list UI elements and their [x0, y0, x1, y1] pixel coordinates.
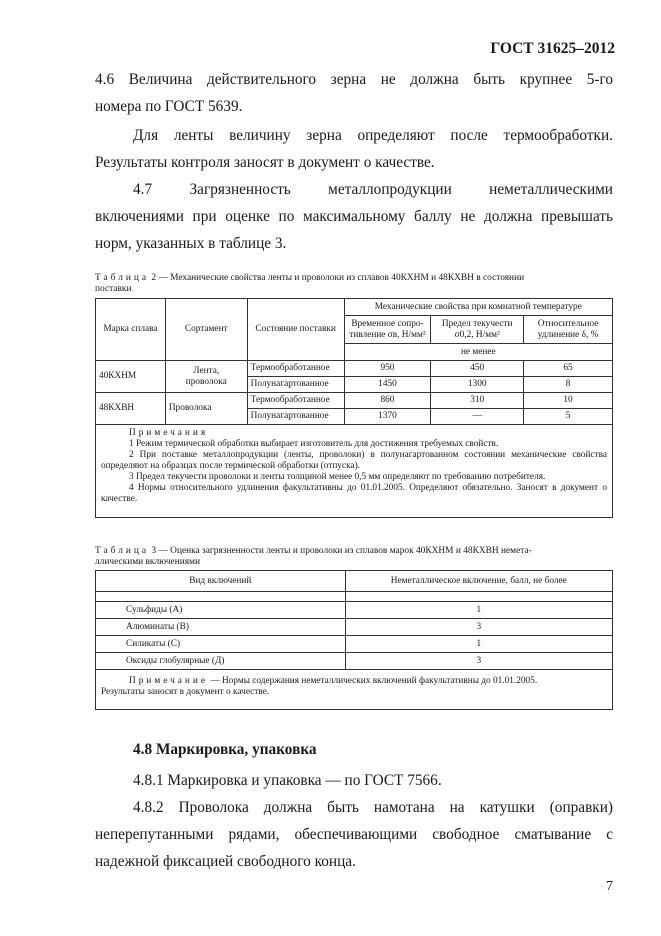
cell-tensile: 1370: [344, 409, 431, 425]
cell-score: 1: [345, 602, 612, 619]
th-tensile: [344, 316, 431, 344]
cell-yield: —: [431, 409, 524, 425]
cell-yield: 1300: [431, 377, 524, 393]
cell-state: Полунагартованное: [247, 377, 344, 393]
th-elong-l2: удлинение δ, %: [537, 329, 599, 340]
para-4-8-1: 4.8.1 Маркировка и упаковка — по ГОСТ 7566.: [133, 772, 442, 789]
th-tensile-l2: тивление σв, Н/мм²: [349, 329, 426, 340]
document-code: ГОСТ 31625–2012: [490, 40, 615, 57]
table2-caption: [95, 273, 615, 284]
cell-score: 3: [345, 619, 612, 636]
notes-title: Примечания: [129, 428, 209, 438]
th-grade: Марка сплава: [96, 299, 166, 361]
para-4-6-line1: 4.6 Величина действительного зерна не должна быть крупнее 5-го: [95, 71, 613, 88]
cell-score: 1: [345, 636, 612, 653]
section-4-8-title: 4.8 Маркировка, упаковка: [133, 741, 317, 758]
table3-caption-rest: 3 — Оценка загрязненности ленты и проволоки из сплавов марок 40КХНМ и 48КХВН немета-: [149, 546, 532, 556]
th-yield: [431, 316, 524, 344]
th-yield-l1: Предел текучести: [441, 318, 513, 329]
cell-tensile: 950: [344, 361, 431, 377]
cell-score: 3: [345, 653, 612, 670]
table-inclusions: [95, 570, 613, 710]
cell-yield: 450: [431, 361, 524, 377]
table2-caption-line2: поставки: [95, 284, 132, 294]
cell-kind: Оксиды глобулярные (Д): [96, 653, 346, 670]
t3-note-line2: Результаты заносят в документ о качестве.: [101, 687, 270, 697]
cell-state: Полунагартованное: [247, 409, 344, 425]
th-elongation: [524, 316, 613, 344]
cell-elongation: 8: [524, 377, 613, 393]
th-not-less: не менее: [344, 344, 612, 361]
cell-elongation: 10: [524, 393, 613, 409]
t3-note-word: Примечание: [129, 676, 208, 686]
cell-kind: Сульфиды (А): [96, 602, 346, 619]
th-delivery-state: Состояние поставки: [247, 299, 344, 361]
table2-caption-word: Таблица: [95, 273, 150, 283]
table3-caption-word: Таблица: [95, 546, 150, 556]
para-tape-line1: Для ленты величину зерна определяют после термообработки.: [133, 127, 613, 144]
t3-note-line1: [101, 676, 607, 687]
th-mechanical: Механические свойства при комнатной температуре: [344, 299, 612, 316]
assort-l2: проволока: [185, 376, 227, 387]
para-4-8-2-line1: 4.8.2 Проволока должна быть намотана на катушки (оправки): [133, 799, 613, 816]
table-mechanical-properties: [95, 298, 613, 518]
para-4-7-line1: 4.7 Загрязненность металлопродукции неметаллическими: [133, 181, 613, 198]
cell-grade: 40КХНМ: [96, 361, 166, 393]
th-elong-l1: Относительное: [537, 318, 599, 329]
th-kind: Вид включений: [96, 571, 346, 592]
cell-state: Термообработанное: [247, 393, 344, 409]
cell-tensile: 1450: [344, 377, 431, 393]
th-score: Неметаллическое включение, балл, не более: [345, 571, 612, 592]
cell-grade: 48КХВН: [96, 393, 166, 425]
para-tape-line2: Результаты контроля заносят в документ о качестве.: [95, 154, 435, 171]
para-4-6-line2: номера по ГОСТ 5639.: [95, 98, 243, 115]
assort-l1: Лента,: [193, 365, 220, 376]
para-4-7-line3: норм, указанных в таблице 3.: [95, 235, 287, 252]
note-3: 3 Предел текучести проволоки и ленты толщиной менее 0,5 мм определяют по требованию потребителя.: [129, 472, 546, 482]
cell-yield: 310: [431, 393, 524, 409]
table3-caption-line2: ллическими включениями: [95, 557, 200, 567]
cell-tensile: 860: [344, 393, 431, 409]
para-4-8-2-line2: неперепутанными рядами, обеспечивающими свободное сматывание с: [95, 826, 613, 843]
spacer-cell: [345, 592, 612, 602]
para-4-7-line2: включениями при оценке по максимальному баллу не должна превышать: [95, 208, 613, 225]
table3-caption: [95, 546, 615, 557]
th-assortment: Сортамент: [165, 299, 247, 361]
cell-state: Термообработанное: [247, 361, 344, 377]
table2-notes: [96, 425, 613, 518]
table2-caption-rest: 2 — Механические свойства ленты и проволоки из сплавов 40КХНМ и 48КХВН в состоянии: [149, 273, 525, 283]
cell-kind: Алюминаты (В): [96, 619, 346, 636]
note-1: 1 Режим термической обработки выбирает изготовитель для достижения требуемых свойств.: [129, 439, 499, 449]
t3-note-rest: — Нормы содержания неметаллических включений факультативны до 01.01.2005.: [208, 676, 538, 686]
cell-assortment: [165, 361, 247, 393]
cell-assortment: Проволока: [165, 393, 247, 425]
table3-note: [96, 670, 613, 710]
cell-elongation: 5: [524, 409, 613, 425]
note-4: 4 Нормы относительного удлинения факультативны до 01.01.2005. Определяют обязательно. Заносят в документ о качестве.: [101, 483, 607, 504]
cell-elongation: 65: [524, 361, 613, 377]
th-yield-l2: σ0,2, Н/мм²: [454, 329, 500, 340]
note-2: 2 При поставке металлопродукции (ленты, проволоки) в полунагартованном состоянии механические свойства определяют на образцах после термической обработки (отпуска).: [101, 450, 607, 471]
page-number: 7: [606, 879, 613, 894]
cell-kind: Силикаты (С): [96, 636, 346, 653]
para-4-8-2-line3: надежной фиксацией свободного конца.: [95, 853, 356, 870]
th-tensile-l1: Временное сопро-: [351, 318, 424, 329]
spacer-cell: [96, 592, 346, 602]
